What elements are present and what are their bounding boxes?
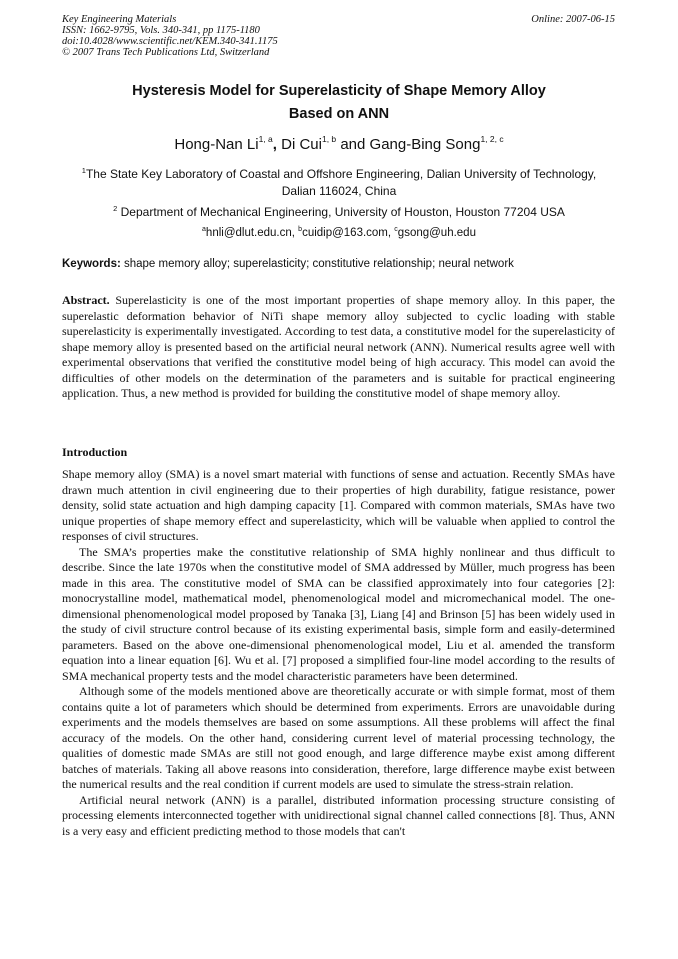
author-list xyxy=(62,134,616,153)
affiliation-2 xyxy=(62,200,616,221)
paragraph: Although some of the models mentioned above are theoretically accurate or with simple format, most of them contains quite a lot of parameters which should be determined from experiments. Errors are unavoidable during experiments and the models themselves are based on some assumptions. All these problems will affect the final accuracy of the models. On the other hand, considering current level of material processing technology, the qualities of domestic made SMAs are still not good enough, and large difference maybe exist among different batches of materials. Taking all above reasons into consideration, therefore, large difference maybe exist between the numerical results and the real condition if current models are used to simulate the stress-strain relation. xyxy=(62,684,615,791)
title-line-2: Based on ANN xyxy=(288,106,390,122)
author-affiliation-mark: 1, 2, c xyxy=(480,134,504,144)
email-mark: b xyxy=(298,226,303,233)
author-affiliation-mark: 1, a xyxy=(258,134,273,144)
journal-info xyxy=(62,14,278,58)
author-name: Di Cui xyxy=(281,136,322,153)
keywords-text: shape memory alloy; superelasticity; constitutive relationship; neural network xyxy=(120,258,514,270)
author-name: Hong-Nan Li xyxy=(174,136,259,153)
abstract-text: Superelasticity is one of the most important properties of shape memory alloy. In this paper, the superelastic deformation behavior of NiTi shape memory alloy subjected to cyclic loading with stable superelasticity is experimentally investigated. According to test data, a constitutive model for the superelasticity of shape memory alloy is presented based on the artificial neural network (ANN). Numerical results agree well with experimental observations that verified the constitutive model being of high accuracy. This model can avoid the difficulties of other models on the determination of the parameters and is suitable for practical engineering application. Thus, a new method is provided for building the constitutive model of shape memory alloy. xyxy=(62,293,615,400)
affiliation-1 xyxy=(62,162,616,200)
email-address: hnli@dlut.edu.cn, xyxy=(205,227,299,239)
affiliation-mark: 2 xyxy=(113,204,118,213)
paper-title xyxy=(62,80,616,126)
email-address: cuidip@163.com, xyxy=(302,227,395,239)
copyright-line: © 2007 Trans Tech Publications Ltd, Switzerland xyxy=(62,47,270,58)
email-mark: c xyxy=(394,226,398,233)
title-line-1: Hysteresis Model for Superelasticity of Shape Memory Alloy xyxy=(132,83,546,99)
online-date: Online: 2007-06-15 xyxy=(531,14,615,25)
author-affiliation-mark: 1, b xyxy=(321,134,337,144)
email-list xyxy=(62,221,616,242)
introduction-heading: Introduction xyxy=(62,445,128,459)
doi-line: doi:10.4028/www.scientific.net/KEM.340-341.1175 xyxy=(62,36,278,47)
email-mark: a xyxy=(202,226,206,233)
author-separator: , xyxy=(272,136,282,153)
keywords xyxy=(62,258,616,270)
email-address: gsong@uh.edu xyxy=(397,227,476,239)
abstract-label: Abstract. xyxy=(62,293,110,307)
affiliation-text: The State Key Laboratory of Coastal and Offshore Engineering, Dalian University of Technology, xyxy=(85,167,597,181)
paragraph: The SMA’s properties make the constitutive relationship of SMA highly nonlinear and thus difficult to describe. Since the late 1970s when the constitutive model of SMA addressed by Müller, much progress has been made in this area. The constitutive model of SMA can be classified approximately into four categories [2]: monocrystalline model, mathematical model, phenomenological model and micromechanical model. The one-dimensional phenomenological model proposed by Tanaka [3], Liang [4] and Brinson [5] has been widely used in the study of civil structure control because of its existing experimental basis, simple form and easily-determined parameters. Based on the above one-dimensional phenomenological model, Liu et al. amended the transform equation into a linear equation [6]. Wu et al. [7] proposed a simplified four-line model according to the results of SMA mechanical property tests and the model characteristic parameters have been determined. xyxy=(62,544,615,683)
issn-line: ISSN: 1662-9795, Vols. 340-341, pp 1175-1180 xyxy=(62,25,260,36)
affiliation-text: Department of Mechanical Engineering, University of Houston, Houston 77204 USA xyxy=(117,205,565,219)
author-name: Gang-Bing Song xyxy=(369,136,481,153)
keywords-label: Keywords: xyxy=(62,258,121,270)
introduction-body xyxy=(62,467,615,839)
affiliation-text: Dalian 116024, China xyxy=(281,184,397,198)
abstract xyxy=(62,293,615,402)
paragraph: Shape memory alloy (SMA) is a novel smart material with functions of sense and actuation. Recently SMAs have drawn much attention in civil engineering due to their properties of high durability, fatigue resistance, power density, solid state actuation and high damping capacity [1]. Compared with common materials, SMAs have two unique properties of shape memory effect and superelasticity, which will be valuable when applied to control the responses of civil structures. xyxy=(62,467,615,543)
author-separator: and xyxy=(336,136,370,153)
affiliation-mark: 1 xyxy=(81,166,86,175)
journal-name: Key Engineering Materials xyxy=(62,14,177,25)
paragraph: Artificial neural network (ANN) is a parallel, distributed information processing structure consisting of processing elements interconnected together with unidirectional signal channel called connections [8]. Thus, ANN is a very easy and efficient predicting method to those models that can't xyxy=(62,792,615,838)
